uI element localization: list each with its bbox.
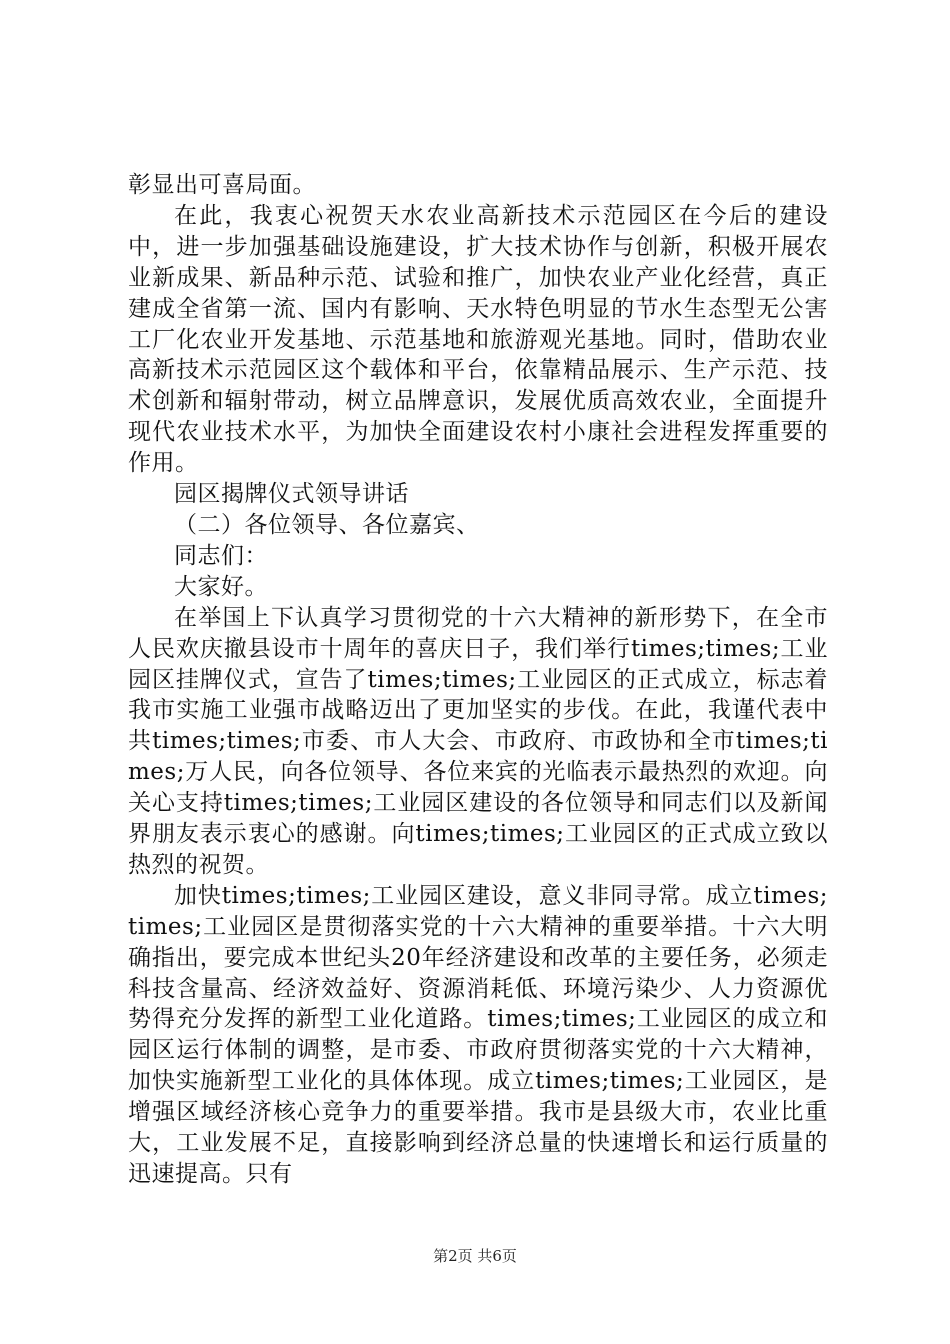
document-body [128, 170, 828, 1190]
paragraph-congratulation: 在此，我衷心祝贺天水农业高新技术示范园区在今后的建设中，进一步加强基础设施建设，扩大技术协作与创新，积极开展农业新成果、新品种示范、试验和推广，加快农业产业化经营，真正建成全省第一流、国内有影响、天水特色明显的节水生态型无公害工厂化农业开发基地、示范基地和旅游观光基地。同时，借助农业高新技术示范园区这个载体和平台，依靠精品展示、生产示范、技术创新和辐射带动，树立品牌意识，发展优质高效农业，全面提升现代农业技术水平，为加快全面建设农村小康社会进程发挥重要的作用。 [128, 202, 828, 477]
section-title: 园区揭牌仪式领导讲话 [174, 481, 409, 508]
section-subtitle: （二）各位领导、各位嘉宾、 [174, 511, 480, 538]
page-footer: 第2页 共6页 [433, 1247, 517, 1265]
paragraph-continuation: 彰显出可喜局面。 [128, 172, 316, 198]
greeting: 大家好。 [174, 573, 268, 600]
paragraph-significance: 加快times;times;工业园区建设，意义非同寻常。成立times;times;工业园区是贯彻落实党的十六大精神的重要举措。十六大明确指出，要完成本世纪头20年经济建设和改革的主要任务，必须走科技含量高、经济效益好、资源消耗低、环境污染少、人力资源优势得充分发挥的新型工业化道路。times;times;工业园区的成立和园区运行体制的调整，是市委、市政府贯彻落实党的十六大精神，加快实施新型工业化的具体体现。成立times;times;工业园区，是增强区域经济核心竞争力的重要举措。我市是县级大市，农业比重大，工业发展不足，直接影响到经济总量的快速增长和运行质量的迅速提高。只有 [128, 882, 828, 1187]
salutation: 同志们： [174, 542, 268, 569]
paragraph-opening: 在举国上下认真学习贯彻党的十六大精神的新形势下，在全市人民欢庆撤县设市十周年的喜庆日子，我们举行times;times;工业园区挂牌仪式，宣告了times;times;工业园区的正式成立，标志着我市实施工业强市战略迈出了更加坚实的步伐。在此，我谨代表中共times;times;市委、市人大会、市政府、市政协和全市times;times;万人民，向各位领导、各位来宾的光临表示最热烈的欢迎。向关心支持times;times;工业园区建设的各位领导和同志们以及新闻界朋友表示衷心的感谢。向times;times;工业园区的正式成立致以热烈的祝贺。 [128, 604, 828, 878]
